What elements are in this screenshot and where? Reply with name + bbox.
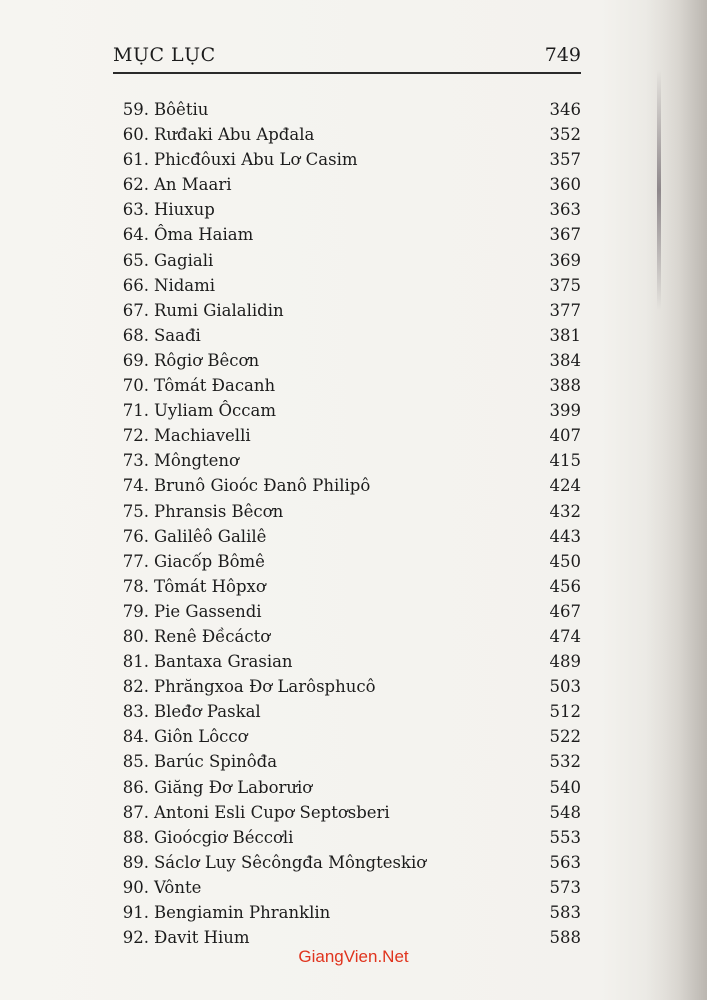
- toc-entry-page: 443: [549, 526, 581, 546]
- toc-entry-number: 72.: [122, 426, 149, 446]
- toc-entry-name: Gagiali: [154, 250, 214, 270]
- toc-entry-number: 81.: [122, 652, 149, 672]
- toc-entry: [113, 900, 581, 925]
- toc-entry-page: 381: [549, 325, 581, 345]
- toc-entry-page: 573: [549, 877, 581, 897]
- toc-entry-name: Phrăngxoa Đơ Larôsphucô: [154, 677, 376, 697]
- toc-entry-number: 70.: [122, 376, 149, 396]
- toc-entry-number: 78.: [122, 576, 149, 596]
- toc-entry-page: 384: [549, 350, 581, 370]
- toc-entry-name: Giăng Đơ Laborưiơ: [154, 777, 313, 797]
- toc-entry-name: Barúc Spinôđa: [154, 752, 278, 772]
- toc-entry-name: Đavit Hium: [154, 928, 250, 948]
- toc-entry-page: 399: [549, 401, 581, 421]
- toc-entry-name: Tômát Đacanh: [154, 376, 276, 396]
- toc-entry: [113, 499, 581, 524]
- toc-entry-number: 76.: [122, 526, 149, 546]
- toc-entry-page: 346: [549, 100, 581, 119]
- toc-entry-name: Môngtenơ: [154, 451, 239, 471]
- toc-entry-page: 588: [549, 928, 581, 948]
- toc-entry: [113, 574, 581, 599]
- toc-entry-name: Gioócgiơ Béccơli: [154, 827, 294, 847]
- toc-entry-number: 79.: [122, 601, 149, 621]
- toc-entry: [113, 222, 581, 247]
- page-edge-mark: [657, 70, 661, 310]
- toc-entry-number: 88.: [122, 827, 149, 847]
- toc-entry-page: 563: [549, 852, 581, 872]
- toc-entry: [113, 699, 581, 724]
- toc-entry-page: 352: [549, 125, 581, 145]
- toc-entry-name: Rôgiơ Bêcơn: [154, 350, 260, 370]
- header-page-number: 749: [544, 44, 581, 66]
- toc-entry-number: 80.: [122, 626, 149, 646]
- toc-entry: [113, 875, 581, 900]
- toc-entry: [113, 624, 581, 649]
- toc-entry: [113, 197, 581, 222]
- toc-entry-number: 86.: [122, 777, 149, 797]
- toc-entry: [113, 97, 581, 122]
- toc-entry-number: 69.: [122, 350, 149, 370]
- toc-entry-page: 363: [549, 200, 581, 220]
- toc-entry: [113, 674, 581, 699]
- toc-entry: [113, 800, 581, 825]
- toc-entry-page: 467: [549, 601, 581, 621]
- toc-entry-page: 489: [549, 652, 581, 672]
- toc-entry: [113, 248, 581, 273]
- toc-entry-page: 377: [549, 300, 581, 320]
- toc-entry-number: 65.: [122, 250, 149, 270]
- toc-entry-number: 61.: [122, 150, 149, 170]
- toc-entry-number: 84.: [122, 727, 149, 747]
- toc-entry-name: Hiuxup: [154, 200, 215, 220]
- toc-entry-name: Giôn Lôccơ: [154, 727, 248, 747]
- toc-entry-name: Pie Gassendi: [154, 601, 262, 621]
- toc-entry-page: 522: [549, 727, 581, 747]
- toc-entry-number: 83.: [122, 702, 149, 722]
- toc-entry-page: 375: [549, 275, 581, 295]
- toc-entry-number: 67.: [122, 300, 149, 320]
- toc-entry: [113, 649, 581, 674]
- toc-entry-name: Bôêtiu: [154, 100, 209, 119]
- toc-entry-number: 91.: [122, 903, 149, 922]
- watermark: GiangVien.Net: [298, 947, 409, 966]
- toc-entry-name: An Maari: [154, 175, 232, 195]
- toc-entry-number: 66.: [122, 275, 149, 295]
- toc-entry-number: 60.: [122, 125, 149, 145]
- toc-entry: [113, 724, 581, 749]
- toc-entry-name: Phransis Bêcơn: [154, 501, 284, 521]
- toc-entry-page: 474: [549, 626, 581, 646]
- toc-entry-page: 388: [549, 376, 581, 396]
- toc-entry-number: 87.: [122, 802, 149, 822]
- table-of-contents: [113, 97, 581, 950]
- toc-entry-name: Bantaxa Grasian: [154, 652, 293, 672]
- toc-entry-number: 73.: [122, 451, 149, 471]
- toc-entry-name: Sáclơ Luy Sêcôngđa Môngteskiơ: [154, 852, 427, 872]
- toc-entry-name: Rumi Gialalidin: [154, 300, 284, 320]
- toc-entry: [113, 298, 581, 323]
- toc-entry-number: 85.: [122, 752, 149, 772]
- toc-entry-name: Ôma Haiam: [154, 225, 254, 245]
- toc-entry: [113, 373, 581, 398]
- toc-entry-page: 360: [549, 175, 581, 195]
- toc-entry-number: 68.: [122, 325, 149, 345]
- page-edge-shadow: [645, 0, 707, 1000]
- toc-entry: [113, 599, 581, 624]
- toc-entry-name: Machiavelli: [154, 426, 251, 446]
- header-rule: [113, 72, 581, 74]
- toc-entry-name: Antoni Esli Cupơ Septơsberi: [154, 802, 390, 822]
- toc-entry-name: Bengiamin Phranklin: [154, 903, 331, 922]
- toc-entry-name: Brunô Gioóc Đanô Philipô: [154, 476, 371, 496]
- toc-entry-number: 59.: [122, 100, 149, 119]
- toc-entry-page: 450: [549, 551, 581, 571]
- toc-entry-name: Phicđôuxi Abu Lơ Casim: [154, 150, 358, 170]
- toc-entry-name: Vônte: [154, 877, 202, 897]
- toc-entry: [113, 524, 581, 549]
- toc-entry-number: 74.: [122, 476, 149, 496]
- toc-entry-page: 432: [549, 501, 581, 521]
- toc-entry-number: 62.: [122, 175, 149, 195]
- toc-entry-page: 415: [549, 451, 581, 471]
- toc-entry-page: 540: [549, 777, 581, 797]
- toc-entry-number: 64.: [122, 225, 149, 245]
- toc-entry-page: 583: [549, 903, 581, 922]
- toc-entry-page: 456: [549, 576, 581, 596]
- toc-entry-number: 89.: [122, 852, 149, 872]
- toc-entry-page: 548: [549, 802, 581, 822]
- toc-entry-number: 71.: [122, 401, 149, 421]
- toc-entry: [113, 473, 581, 498]
- toc-entry-number: 92.: [122, 928, 149, 948]
- toc-entry-name: Uyliam Ôccam: [154, 401, 277, 421]
- toc-entry: [113, 147, 581, 172]
- toc-entry-name: Giacốp Bômê: [154, 551, 265, 571]
- toc-entry: [113, 825, 581, 850]
- toc-entry-name: Rưđaki Abu Apđala: [154, 125, 315, 145]
- toc-entry-name: Tômát Hôpxơ: [154, 576, 266, 596]
- toc-entry: [113, 398, 581, 423]
- toc-entry-number: 77.: [122, 551, 149, 571]
- toc-entry: [113, 348, 581, 373]
- toc-entry-number: 75.: [122, 501, 149, 521]
- toc-entry: [113, 423, 581, 448]
- header-title: MỤC LỤC: [113, 44, 216, 66]
- toc-entry-number: 63.: [122, 200, 149, 220]
- toc-entry: [113, 549, 581, 574]
- toc-entry-page: 512: [549, 702, 581, 722]
- toc-entry: [113, 122, 581, 147]
- toc-entry-number: 90.: [122, 877, 149, 897]
- toc-entry-name: Renê Đềcáctơ: [154, 626, 271, 646]
- toc-entry: [113, 323, 581, 348]
- toc-entry-page: 369: [549, 250, 581, 270]
- toc-entry-page: 367: [549, 225, 581, 245]
- toc-entry-page: 424: [549, 476, 581, 496]
- toc-entry-name: Saađi: [154, 325, 201, 345]
- toc-entry-page: 503: [549, 677, 581, 697]
- toc-entry: [113, 273, 581, 298]
- toc-entry: [113, 749, 581, 774]
- toc-entry-page: 532: [549, 752, 581, 772]
- toc-entry: [113, 775, 581, 800]
- toc-entry-name: Nidami: [154, 275, 216, 295]
- toc-entry-page: 357: [549, 150, 581, 170]
- toc-entry: [113, 850, 581, 875]
- toc-entry: [113, 172, 581, 197]
- toc-entry-number: 82.: [122, 677, 149, 697]
- toc-entry: [113, 448, 581, 473]
- toc-entry-page: 553: [549, 827, 581, 847]
- toc-entry-name: Bleđơ Paskal: [154, 702, 261, 722]
- toc-entry-page: 407: [549, 426, 581, 446]
- running-header: [113, 44, 581, 74]
- toc-entry-name: Galilêô Galilê: [154, 526, 267, 546]
